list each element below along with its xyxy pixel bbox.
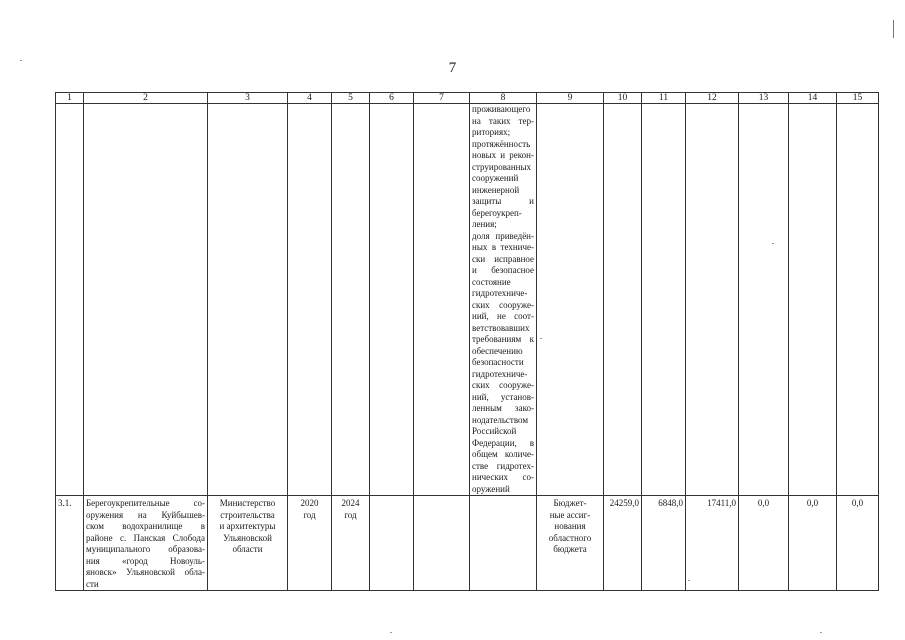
funding-source-line: Бюджет- bbox=[553, 498, 587, 508]
page-number: 7 bbox=[448, 60, 457, 76]
indicator-line: на таких тер- bbox=[472, 115, 534, 126]
executor-line: Ульяновской bbox=[223, 532, 272, 543]
funding-source-line: бюджета bbox=[553, 544, 587, 554]
indicator-line: инженерной bbox=[472, 184, 520, 195]
indicator-line: ских сооруже- bbox=[472, 299, 534, 310]
indicator-line: стве гидротех- bbox=[472, 460, 534, 471]
funding-source-line: ные ассиг- bbox=[549, 509, 591, 520]
indicator-line: новых и рекон- bbox=[472, 150, 534, 160]
indicator-line: ски исправное bbox=[472, 253, 534, 264]
col-num-3: 3 bbox=[208, 93, 288, 104]
scan-artifact bbox=[688, 580, 690, 581]
funding-source-line: нования bbox=[554, 521, 586, 531]
col-num-6: 6 bbox=[370, 93, 414, 104]
executor-cell bbox=[208, 496, 288, 591]
indicator-line: Российской bbox=[472, 426, 517, 436]
executor-line: Министерство bbox=[219, 498, 276, 508]
indicator-line: сооружений bbox=[472, 173, 519, 183]
indicator-line: Федерации, в bbox=[472, 437, 534, 448]
year2-amount: 17411,0 bbox=[686, 496, 739, 591]
end-year: 2024 bbox=[341, 498, 360, 508]
indicator-line: требованиям к bbox=[472, 334, 534, 344]
indicator-line: ских сооруже- bbox=[472, 380, 534, 390]
col-num-9: 9 bbox=[537, 93, 604, 104]
object-name-line: районе с. Панская Слобода bbox=[86, 532, 205, 543]
indicator-line: состояние bbox=[472, 276, 511, 287]
col-num-11: 11 bbox=[642, 93, 686, 104]
object-name-line: яновск» Ульяновской обла- bbox=[86, 567, 205, 577]
col-num-1: 1 bbox=[56, 93, 84, 104]
scan-artifact bbox=[20, 60, 22, 61]
col-num-12: 12 bbox=[686, 93, 739, 104]
object-name-line: ния «город Новоуль- bbox=[86, 555, 205, 566]
col-num-8: 8 bbox=[470, 93, 537, 104]
end-year-cell bbox=[332, 496, 370, 591]
scan-artifact bbox=[893, 20, 894, 38]
indicator-line: берегоукреп- bbox=[472, 207, 522, 218]
table-row bbox=[56, 496, 879, 591]
indicator-line: ний, не соот- bbox=[472, 311, 534, 321]
col-num-7: 7 bbox=[414, 93, 470, 104]
indicator-line: оружений bbox=[472, 483, 510, 494]
scan-artifact bbox=[390, 632, 392, 633]
col-num-10: 10 bbox=[604, 93, 642, 104]
object-name-line: муниципального образова- bbox=[86, 544, 205, 554]
start-year: 2020 bbox=[300, 498, 319, 508]
object-name-line: Берегоукрепительные со- bbox=[86, 498, 205, 508]
indicator-line: нических со- bbox=[472, 472, 534, 482]
year4-amount: 0,0 bbox=[789, 496, 837, 591]
start-year-unit: год bbox=[303, 509, 316, 520]
scan-artifact bbox=[772, 243, 774, 244]
col6-cell bbox=[370, 496, 414, 591]
indicator-line: риториях; bbox=[472, 127, 511, 137]
col-num-4: 4 bbox=[288, 93, 332, 104]
scan-artifact bbox=[540, 338, 542, 339]
indicator-line: ных в техниче- bbox=[472, 242, 534, 252]
year5-amount: 0,0 bbox=[837, 496, 879, 591]
end-year-unit: год bbox=[344, 509, 357, 520]
col-num-14: 14 bbox=[789, 93, 837, 104]
object-name-line: оружения на Куйбышев- bbox=[86, 509, 205, 520]
indicator-line: ленным зако- bbox=[472, 403, 534, 413]
col8-cell bbox=[470, 496, 537, 591]
col-num-15: 15 bbox=[837, 93, 879, 104]
indicator-line: струированных bbox=[472, 161, 532, 172]
object-name-line: сти bbox=[86, 578, 99, 589]
program-table bbox=[55, 92, 879, 591]
indicator-line: безопасности bbox=[472, 357, 524, 367]
indicator-line: защиты и bbox=[472, 196, 534, 206]
indicator-line: и безопасное bbox=[472, 265, 534, 275]
continuation-row bbox=[56, 104, 879, 496]
indicator-line: общем количе- bbox=[472, 449, 534, 459]
indicator-line: гидротехниче- bbox=[472, 288, 528, 298]
indicator-line: ления; bbox=[472, 219, 497, 229]
funding-source-line: областного bbox=[548, 532, 592, 543]
col-num-2: 2 bbox=[84, 93, 208, 104]
indicator-line: ний, установ- bbox=[472, 391, 534, 402]
year3-amount: 0,0 bbox=[739, 496, 789, 591]
indicator-line: гидротехниче- bbox=[472, 368, 528, 379]
object-name-line: ском водохранилище в bbox=[86, 521, 205, 531]
start-year-cell bbox=[288, 496, 332, 591]
scan-artifact bbox=[820, 632, 822, 633]
indicator-text-cell bbox=[470, 104, 537, 496]
row-number: 3.1. bbox=[56, 496, 84, 591]
indicator-line: нодательством bbox=[472, 414, 529, 425]
object-name-cell bbox=[84, 496, 208, 591]
indicator-line: ветствовавших bbox=[472, 322, 530, 333]
funding-source-cell bbox=[537, 496, 604, 591]
indicator-line: доля приведён- bbox=[472, 230, 534, 241]
indicator-line: проживающего bbox=[472, 104, 531, 114]
executor-line: области bbox=[232, 544, 263, 554]
total-amount: 24259,0 bbox=[604, 496, 642, 591]
executor-line: строительства bbox=[220, 509, 275, 520]
column-number-row bbox=[56, 93, 879, 104]
indicator-line: протяжённость bbox=[472, 138, 531, 149]
col-num-5: 5 bbox=[332, 93, 370, 104]
year1-amount: 6848,0 bbox=[642, 496, 686, 591]
executor-line: и архитектуры bbox=[219, 521, 276, 531]
col7-cell bbox=[414, 496, 470, 591]
indicator-line: обеспечению bbox=[472, 345, 523, 356]
col-num-13: 13 bbox=[739, 93, 789, 104]
